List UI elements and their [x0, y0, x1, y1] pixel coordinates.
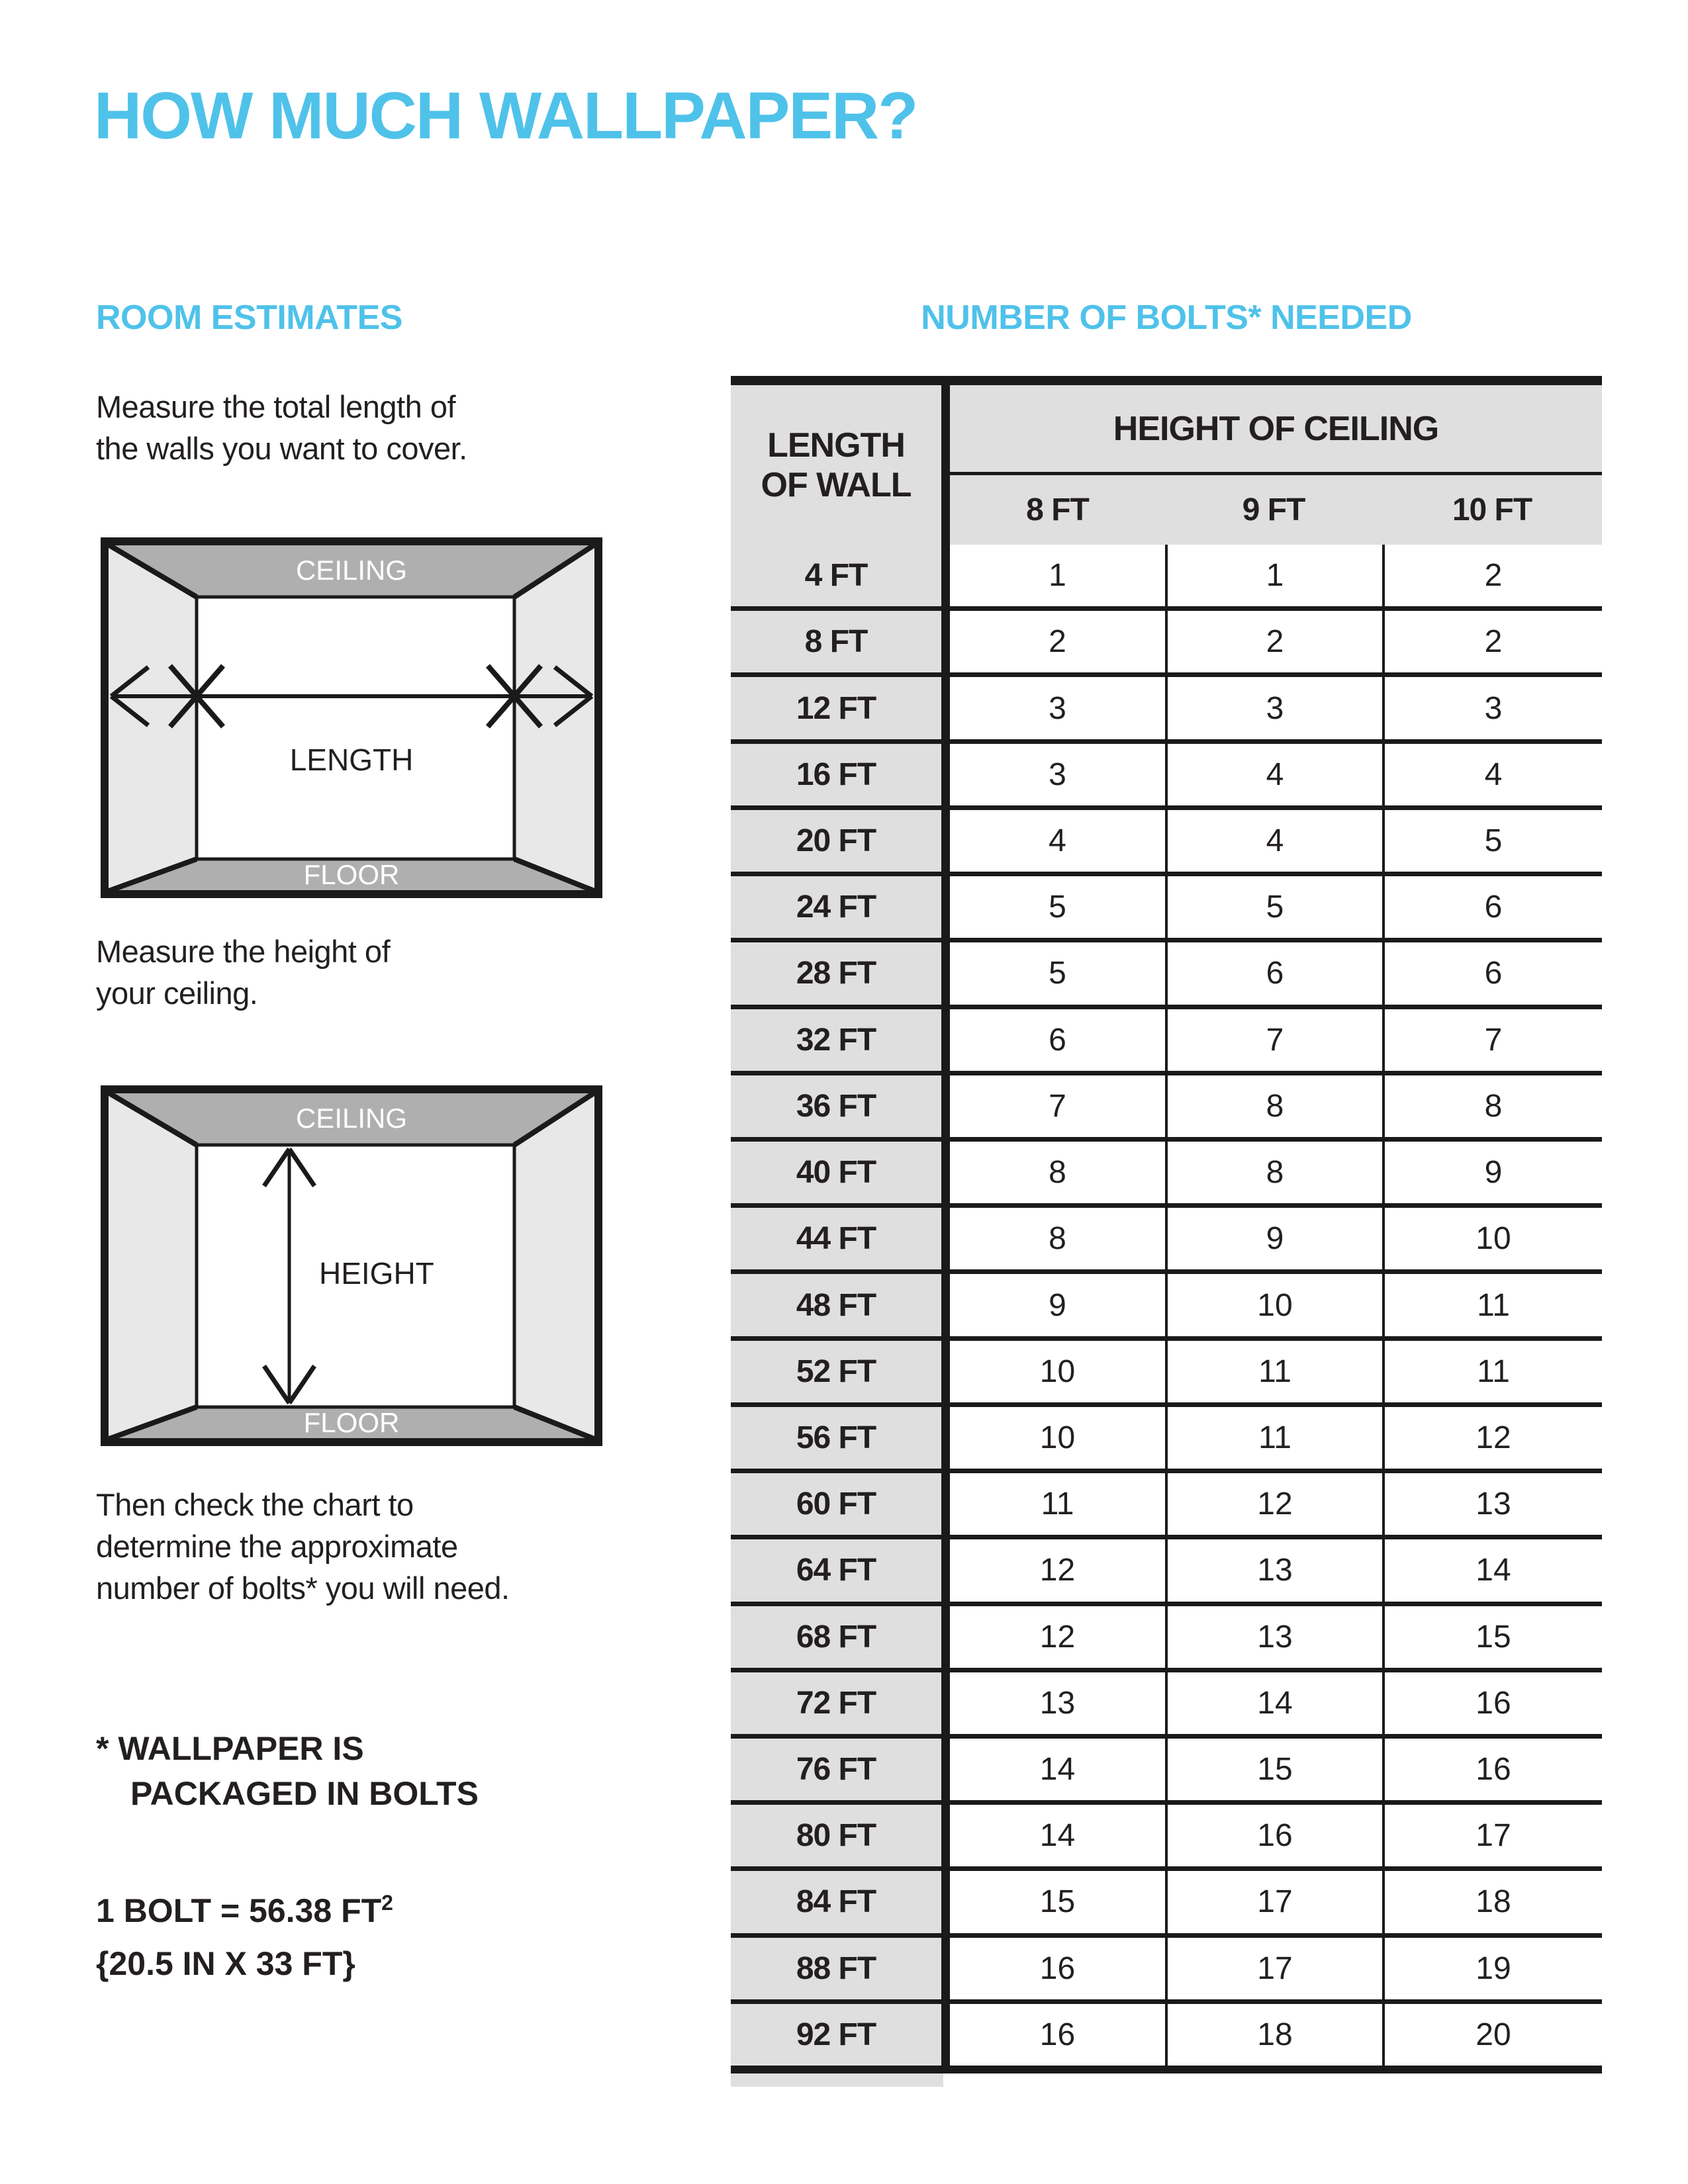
value-cell: 12 [1039, 1553, 1076, 1588]
value-cell: 9 [1165, 1208, 1382, 1269]
value-cell: 2 [1049, 624, 1066, 660]
floor-label: FLOOR [303, 859, 400, 890]
value-cell: 16 [1039, 1950, 1076, 1986]
table-row [731, 1274, 1602, 1340]
step3-line3: number of bolts* you will need. [96, 1570, 510, 1606]
table-row [731, 1075, 1602, 1142]
value-cell: 11 [1165, 1407, 1382, 1469]
table-row [731, 942, 1602, 1009]
value-cell: 10 [1039, 1420, 1076, 1455]
left-wall [107, 544, 197, 891]
table-row [731, 1606, 1602, 1672]
value-cell: 10 [1382, 1208, 1602, 1269]
table-row [731, 1473, 1602, 1539]
table-row [731, 1539, 1602, 1606]
table-row [731, 1407, 1602, 1473]
value-cell: 16 [1039, 2017, 1076, 2052]
room-height-diagram [101, 1085, 602, 1446]
bolts-table [731, 376, 1602, 2073]
bolts-footnote [96, 1726, 479, 1816]
value-cell: 2 [1382, 545, 1602, 606]
value-cell: 17 [1165, 1938, 1382, 1999]
row-label-cell: 20 FT [731, 810, 950, 872]
row-label-cell: 52 FT [731, 1341, 950, 1402]
row-label-cell: 36 FT [731, 1075, 950, 1137]
row-label-cell: 84 FT [731, 1871, 950, 1933]
table-row [731, 1009, 1602, 1075]
step1-line1: Measure the total length of [96, 389, 456, 424]
row-label-cell: 40 FT [731, 1142, 950, 1203]
value-cell: 3 [1049, 756, 1066, 792]
step2-text [96, 931, 390, 1014]
row-label-cell: 80 FT [731, 1805, 950, 1866]
table-top-bar [731, 376, 1602, 385]
step3-line1: Then check the chart to [96, 1487, 414, 1522]
value-cell: 12 [1382, 1407, 1602, 1469]
value-cell: 17 [1165, 1871, 1382, 1933]
footnote-line1: * WALLPAPER IS [96, 1730, 364, 1767]
table-row [731, 1805, 1602, 1871]
table-row [731, 611, 1602, 677]
value-cell: 14 [1382, 1539, 1602, 1601]
table-row [731, 677, 1602, 743]
column-header-8ft: 8 FT [1026, 492, 1089, 527]
bolt-dimensions: {20.5 IN X 33 FT} [96, 1945, 355, 1982]
value-cell: 11 [1382, 1341, 1602, 1402]
row-label-cell: 8 FT [731, 611, 950, 672]
right-wall [514, 1092, 596, 1439]
value-cell: 7 [1165, 1009, 1382, 1071]
value-cell: 8 [1049, 1155, 1066, 1191]
row-label-cell: 24 FT [731, 876, 950, 938]
table-row [731, 1341, 1602, 1407]
value-cell: 17 [1382, 1805, 1602, 1866]
value-cell: 15 [1382, 1606, 1602, 1668]
value-cell: 3 [1049, 690, 1066, 726]
value-cell: 12 [1039, 1619, 1076, 1655]
value-cell: 13 [1165, 1539, 1382, 1601]
value-cell: 16 [1382, 1739, 1602, 1800]
table-row [731, 876, 1602, 942]
value-cell: 4 [1382, 744, 1602, 805]
value-cell: 11 [1041, 1486, 1074, 1522]
value-cell: 8 [1049, 1221, 1066, 1257]
table-row [731, 1142, 1602, 1208]
value-cell: 3 [1165, 677, 1382, 739]
table-body [731, 545, 1602, 2073]
floor-label: FLOOR [303, 1407, 400, 1438]
table-row [731, 810, 1602, 876]
value-cell: 13 [1039, 1685, 1076, 1721]
row-label-cell: 92 FT [731, 2004, 950, 2066]
value-cell: 1 [1049, 558, 1066, 594]
row-header-cell [731, 385, 950, 545]
row-label-cell: 88 FT [731, 1938, 950, 1999]
table-row [731, 1208, 1602, 1274]
column-subheaders [950, 475, 1602, 545]
table-row [731, 545, 1602, 611]
value-cell: 13 [1165, 1606, 1382, 1668]
value-cell: 4 [1049, 823, 1066, 858]
value-cell: 4 [1165, 810, 1382, 872]
value-cell: 10 [1039, 1353, 1076, 1389]
step3-text [96, 1484, 510, 1609]
height-label: HEIGHT [319, 1256, 434, 1291]
left-wall [107, 1092, 197, 1439]
step1-text [96, 386, 467, 469]
row-label-cell: 12 FT [731, 677, 950, 739]
value-cell: 13 [1382, 1473, 1602, 1535]
value-cell: 19 [1382, 1938, 1602, 1999]
step2-line2: your ceiling. [96, 976, 258, 1011]
right-wall [514, 544, 596, 891]
ceiling-label: CEILING [295, 1103, 408, 1134]
value-cell: 14 [1039, 1818, 1076, 1854]
bolt-equation-exponent: 2 [381, 1891, 393, 1915]
bolt-equation-main: 1 BOLT = 56.38 FT [96, 1892, 382, 1929]
value-cell: 12 [1165, 1473, 1382, 1535]
value-cell: 9 [1382, 1142, 1602, 1203]
value-cell: 5 [1382, 810, 1602, 872]
row-label-cell: 32 FT [731, 1009, 950, 1071]
row-label-cell: 68 FT [731, 1606, 950, 1668]
value-cell: 16 [1165, 1805, 1382, 1866]
value-cell: 6 [1382, 942, 1602, 1004]
row-label-cell: 48 FT [731, 1274, 950, 1336]
value-cell: 14 [1039, 1752, 1076, 1788]
value-cell: 6 [1165, 942, 1382, 1004]
value-cell: 9 [1049, 1287, 1066, 1323]
row-label-cell: 44 FT [731, 1208, 950, 1269]
value-cell: 14 [1165, 1672, 1382, 1734]
room-estimates-heading: ROOM ESTIMATES [96, 298, 402, 337]
value-cell: 18 [1165, 2004, 1382, 2066]
ceiling-label: CEILING [295, 555, 408, 586]
column-header-group [950, 385, 1602, 545]
bolts-table-heading: NUMBER OF BOLTS* NEEDED [921, 298, 1412, 337]
table-row [731, 1739, 1602, 1805]
room-length-diagram [101, 537, 602, 898]
step2-line1: Measure the height of [96, 934, 391, 969]
value-cell: 7 [1049, 1088, 1066, 1124]
value-cell: 4 [1165, 744, 1382, 805]
table-row [731, 744, 1602, 810]
value-cell: 5 [1049, 889, 1066, 925]
row-label-cell: 28 FT [731, 942, 950, 1004]
value-cell: 3 [1382, 677, 1602, 739]
table-bottom-stub [731, 2073, 943, 2087]
table-row [731, 1672, 1602, 1739]
table-row [731, 2004, 1602, 2073]
value-cell: 6 [1049, 1022, 1066, 1058]
value-cell: 8 [1165, 1142, 1382, 1203]
value-cell: 8 [1165, 1075, 1382, 1137]
value-cell: 15 [1039, 1884, 1076, 1920]
row-label-cell: 72 FT [731, 1672, 950, 1734]
value-cell: 8 [1382, 1075, 1602, 1137]
column-group-header: HEIGHT OF CEILING [950, 385, 1602, 475]
value-cell: 18 [1382, 1871, 1602, 1933]
value-cell: 20 [1382, 2004, 1602, 2066]
step1-line2: the walls you want to cover. [96, 431, 467, 466]
value-cell: 1 [1165, 545, 1382, 606]
row-label-cell: 64 FT [731, 1539, 950, 1601]
value-cell: 15 [1165, 1739, 1382, 1800]
value-cell: 11 [1382, 1274, 1602, 1336]
value-cell: 2 [1382, 611, 1602, 672]
column-header-9ft: 9 FT [1242, 492, 1305, 527]
step3-line2: determine the approximate [96, 1529, 458, 1564]
value-cell: 16 [1382, 1672, 1602, 1734]
value-cell: 11 [1165, 1341, 1382, 1402]
table-header [731, 385, 1602, 545]
page-title: HOW MUCH WALLPAPER? [94, 79, 917, 153]
value-cell: 5 [1049, 956, 1066, 991]
row-label-cell: 60 FT [731, 1473, 950, 1535]
value-cell: 7 [1382, 1009, 1602, 1071]
back-wall [197, 597, 514, 859]
value-cell: 5 [1165, 876, 1382, 938]
column-header-10ft: 10 FT [1452, 492, 1532, 527]
row-label-cell: 56 FT [731, 1407, 950, 1469]
row-label-cell: 76 FT [731, 1739, 950, 1800]
value-cell: 2 [1165, 611, 1382, 672]
value-cell: 10 [1165, 1274, 1382, 1336]
row-header-line2: OF WALL [761, 465, 912, 504]
row-header-line1: LENGTH [767, 426, 905, 465]
row-label-cell: 4 FT [731, 545, 950, 606]
value-cell: 6 [1382, 876, 1602, 938]
table-row [731, 1871, 1602, 1937]
bolt-equation [96, 1891, 393, 1930]
table-row [731, 1938, 1602, 2004]
row-label-cell: 16 FT [731, 744, 950, 805]
footnote-line2: PACKAGED IN BOLTS [130, 1775, 479, 1812]
length-label: LENGTH [289, 743, 414, 777]
